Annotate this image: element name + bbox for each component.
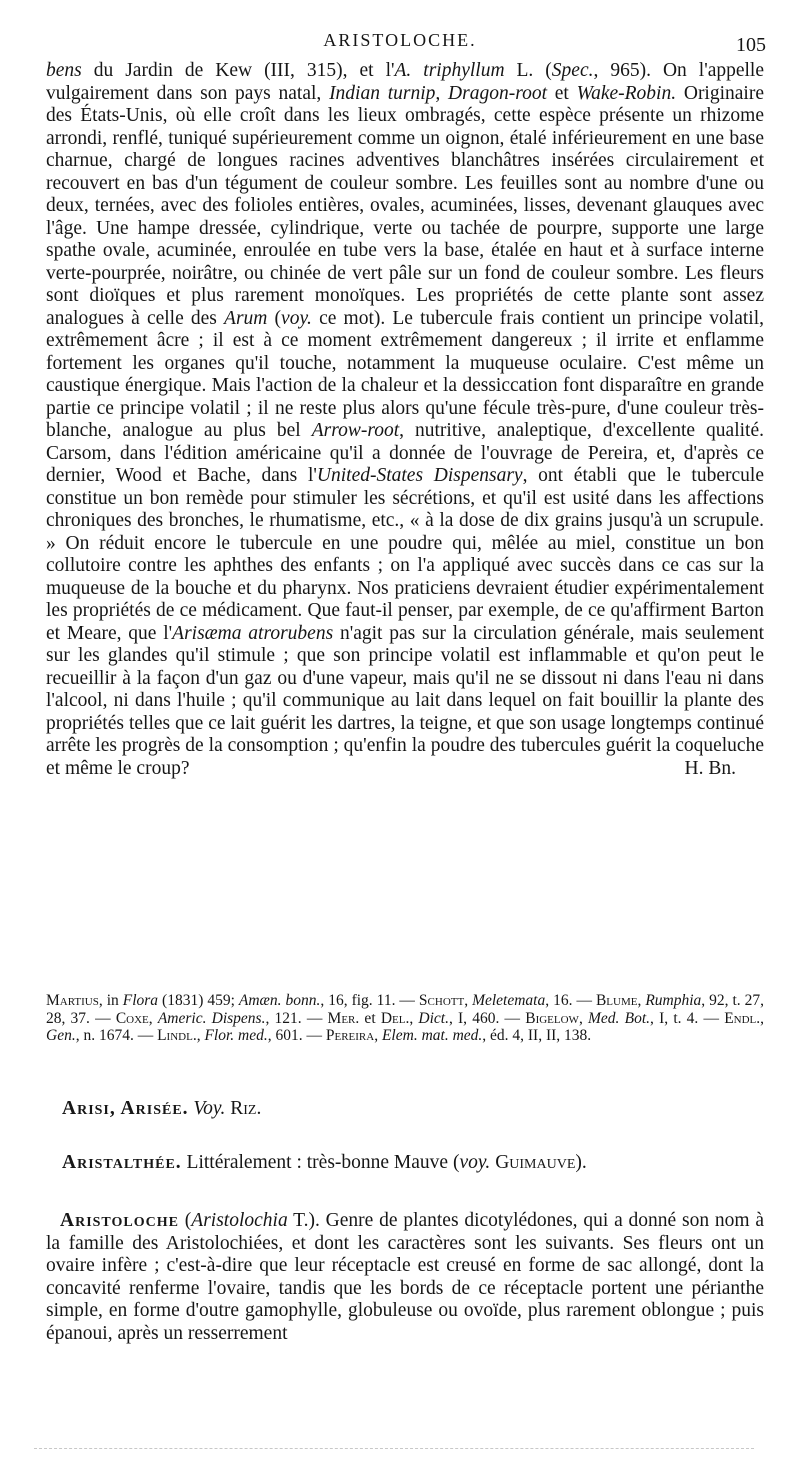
italic-text: Elem. mat. med. — [381, 1027, 483, 1044]
small-caps-text: Pereira — [325, 1027, 375, 1044]
page-number: 105 — [736, 34, 766, 56]
text-run: , — [374, 1027, 382, 1044]
text-run: , 121. — — [265, 1009, 328, 1027]
small-caps-text: Del. — [380, 1009, 410, 1027]
text-run: ). — [575, 1152, 587, 1173]
text-run: Originaire des États-Unis, où elle croît dans les lieux ombragés, cette espèce présente un rhizome arrondi, renflé, tuniqué supérieurement comme un oignon, étalé inférieurement en une base charnue, chargé de longues racines adventives blanchâtres insérées circulairement et recouvert en bas d'un tégument de couleur sombre. Les feuilles sont au nombre d'une ou deux, ternées, avec des folioles entières, ovales, acuminées, lisses, devenant glauques avec l'âge. Une hampe dressée, cylindrique, verte ou tachée de pourpre, supporte une large spathe ovale, acuminée, enroulée en tube vers la base, étalée en haut et à surface interne verte-pourprée, noirâtre, ou chinée de vert pâle sur un fond de couleur sombre. Les fleurs sont dioïques et plus rarement monoïques. Les propriétés de cette plante sont assez analogues à celle des — [46, 82, 764, 329]
text-run: T.). Genre de plantes dicotylédones, qui a donné son nom à la famille des Aristolochiées, et dont les caractères sont les suivants. Ses fleurs ont un ovaire infère ; c'est-à-dire que leur réceptacle est creusé en forme de sac allongé, dont la concavité renferme l'ovaire, tandis que les bords de ce réceptacle portent une périanthe simple, en forme d'outre gamophylle, globuleuse ou ovoïde, plus rarement oblongue ; puis épanoui, après un resserrement — [46, 1210, 765, 1344]
italic-text: Arisæma atrorubens — [172, 622, 334, 644]
text-run: , — [464, 992, 473, 1009]
text-run: du Jardin de Kew (III, 315), et l' — [81, 60, 395, 81]
dictionary-entry-arisi — [62, 1098, 762, 1121]
italic-text: Arrow-root — [311, 420, 400, 441]
running-head: ARISTOLOCHE. — [323, 30, 477, 50]
text-run: , 92, t. 27, 28, 37. — — [46, 992, 765, 1027]
italic-text: voy. — [281, 307, 312, 329]
small-caps-text: Coxe — [115, 1009, 149, 1027]
text-run: , I, t. 4. — — [650, 1009, 725, 1027]
text-run: , nutritive, analeptique, d'excellente qualité. Carsom, dans l'édition américaine qu'il a donnée de l'ouvrage de Pereira, et, d'après ce dernier, Wood et Bache, dans l' — [46, 420, 764, 486]
page-header — [0, 30, 800, 58]
italic-text: Gen. — [46, 1027, 76, 1044]
text-run: et — [547, 82, 577, 104]
italic-text: Amæn. bonn. — [238, 992, 321, 1009]
small-caps-text: Martius — [46, 992, 99, 1009]
italic-text: Voy. — [193, 1098, 226, 1119]
small-caps-text: Bigelow — [525, 1009, 579, 1027]
italic-text: Wake-Robin. — [576, 82, 677, 104]
italic-text: Meletemata — [472, 992, 546, 1009]
small-caps-text: Riz. — [225, 1098, 262, 1119]
italic-text: Med. Bot. — [588, 1009, 651, 1027]
italic-text: Flor. med. — [204, 1027, 268, 1044]
article-paragraph — [46, 60, 764, 780]
entry-text — [187, 1152, 587, 1173]
italic-text: Indian turnip, Dragon-root — [329, 82, 548, 104]
text-run: Littéralement : très-bonne Mauve ( — [186, 1152, 460, 1173]
entry-headword: Aristalthée. — [62, 1152, 182, 1173]
italic-text: bens — [46, 60, 82, 81]
dictionary-entry-aristoloche — [46, 1210, 764, 1345]
text-run: , n. 1674. — — [75, 1027, 158, 1044]
text-run: , — [148, 1009, 158, 1027]
bottom-edge-divider — [34, 1448, 754, 1449]
text-run: , — [637, 992, 646, 1009]
text-run: ce mot). Le tubercule frais contient un principe volatil, extrêmement âcre ; il est à ce moment extrêmement dangereux ; il irrite et enflamme fortement les organes qu'il touche, notamment la muqueuse oculaire. C'est même un caustique énergique. Mais l'action de la chaleur et la dessiccation font disparaître en grande partie ce principe volatil ; il ne reste plus alors qu'une fécule très-pure, d'une couleur très-blanche, analogue au plus bel — [46, 307, 764, 441]
italic-text: A. triphyllum — [394, 60, 505, 81]
entry-headword: Aristoloche — [60, 1210, 179, 1231]
italic-text: Rumphia — [645, 992, 702, 1009]
main-article-text — [46, 60, 764, 780]
italic-text: Spec. — [551, 60, 594, 81]
small-caps-text: Endl. — [724, 1009, 761, 1027]
bibliography-notes — [46, 992, 764, 1045]
italic-text: Aristolochia — [191, 1210, 288, 1231]
text-run: , in — [98, 992, 123, 1009]
dictionary-entry-aristalthee — [62, 1152, 762, 1175]
article-text-runs — [46, 60, 764, 779]
italic-text: Dict. — [418, 1009, 449, 1027]
text-run: , 965). On l'appelle vulgairement dans son pays natal, — [46, 60, 765, 104]
italic-text: Arum — [224, 307, 268, 329]
small-caps-text: Mer. — [327, 1009, 360, 1027]
italic-text: voy. — [459, 1152, 491, 1173]
text-run: , — [409, 1009, 419, 1027]
text-run: , — [196, 1027, 205, 1044]
small-caps-text: Blume — [595, 992, 638, 1009]
italic-text: Americ. Dispens. — [157, 1009, 266, 1027]
small-caps-text: Lindl. — [157, 1027, 197, 1044]
text-run: L. ( — [504, 60, 552, 81]
italic-text: United-States Dispensary — [316, 465, 523, 486]
small-caps-text: Guimauve — [495, 1152, 576, 1173]
entry-text — [193, 1098, 261, 1119]
small-caps-text: Schott — [418, 992, 465, 1009]
text-run: , ont établi que le tubercule constitue un bon remède pour stimuler les sécrétions, et qu'il est usité dans les affections chroniques des bronches, le rhumatisme, etc., « à la dose de dix grains jusqu'à un scrupule. » On réduit encore le tubercule en une poudre qui, mêlée au miel, constitue un bon collutoire contre les aphthes des enfants ; on l'a appliqué avec succès dans ce cas sur la muqueuse de la bouche et du pharynx. Nos praticiens devraient étudier expérimentalement les propriétés de ce médicament. Que faut-il penser, par exemple, de ce qu'affirment Barton et Meare, que l' — [46, 465, 764, 644]
text-run: , — [760, 1009, 765, 1027]
text-run: , I, 460. — — [448, 1009, 526, 1027]
text-run: ( — [178, 1210, 192, 1231]
text-run: ( — [267, 307, 282, 329]
entry-headword: Arisi, Arisée. — [62, 1098, 189, 1119]
italic-text: Flora — [122, 992, 159, 1009]
text-run: et — [359, 1009, 381, 1027]
author-signature: H. Bn. — [684, 757, 736, 779]
entry-paragraph — [46, 1210, 764, 1345]
text-run: , — [578, 1009, 589, 1027]
text-run: , 16. — — [545, 992, 596, 1009]
text-run: , 16, fig. 11. — — [320, 992, 419, 1009]
text-run: , 601. — — [267, 1027, 326, 1044]
text-run: (1831) 459; — [158, 992, 239, 1009]
text-run: , éd. 4, II, II, 138. — [482, 1027, 592, 1044]
text-run: n'agit pas sur la circulation générale, mais seulement sur les glandes qu'il stimule ; que son principe volatil est inflammable et qu'on peut le recueillir à la façon d'un gaz ou d'une vapeur, mais qu'il ne se dissout ni dans l'eau ni dans l'alcool, ni dans l'huile ; qu'il communique au lait dans lequel on fait bouillir la plante des propriétés telles que ce lait guérit les dartres, la teigne, et que son usage longtemps continué arrête les progrès de la consomption ; qu'enfin la poudre des tubercules guérit la coqueluche et même le croup? — [46, 622, 764, 779]
